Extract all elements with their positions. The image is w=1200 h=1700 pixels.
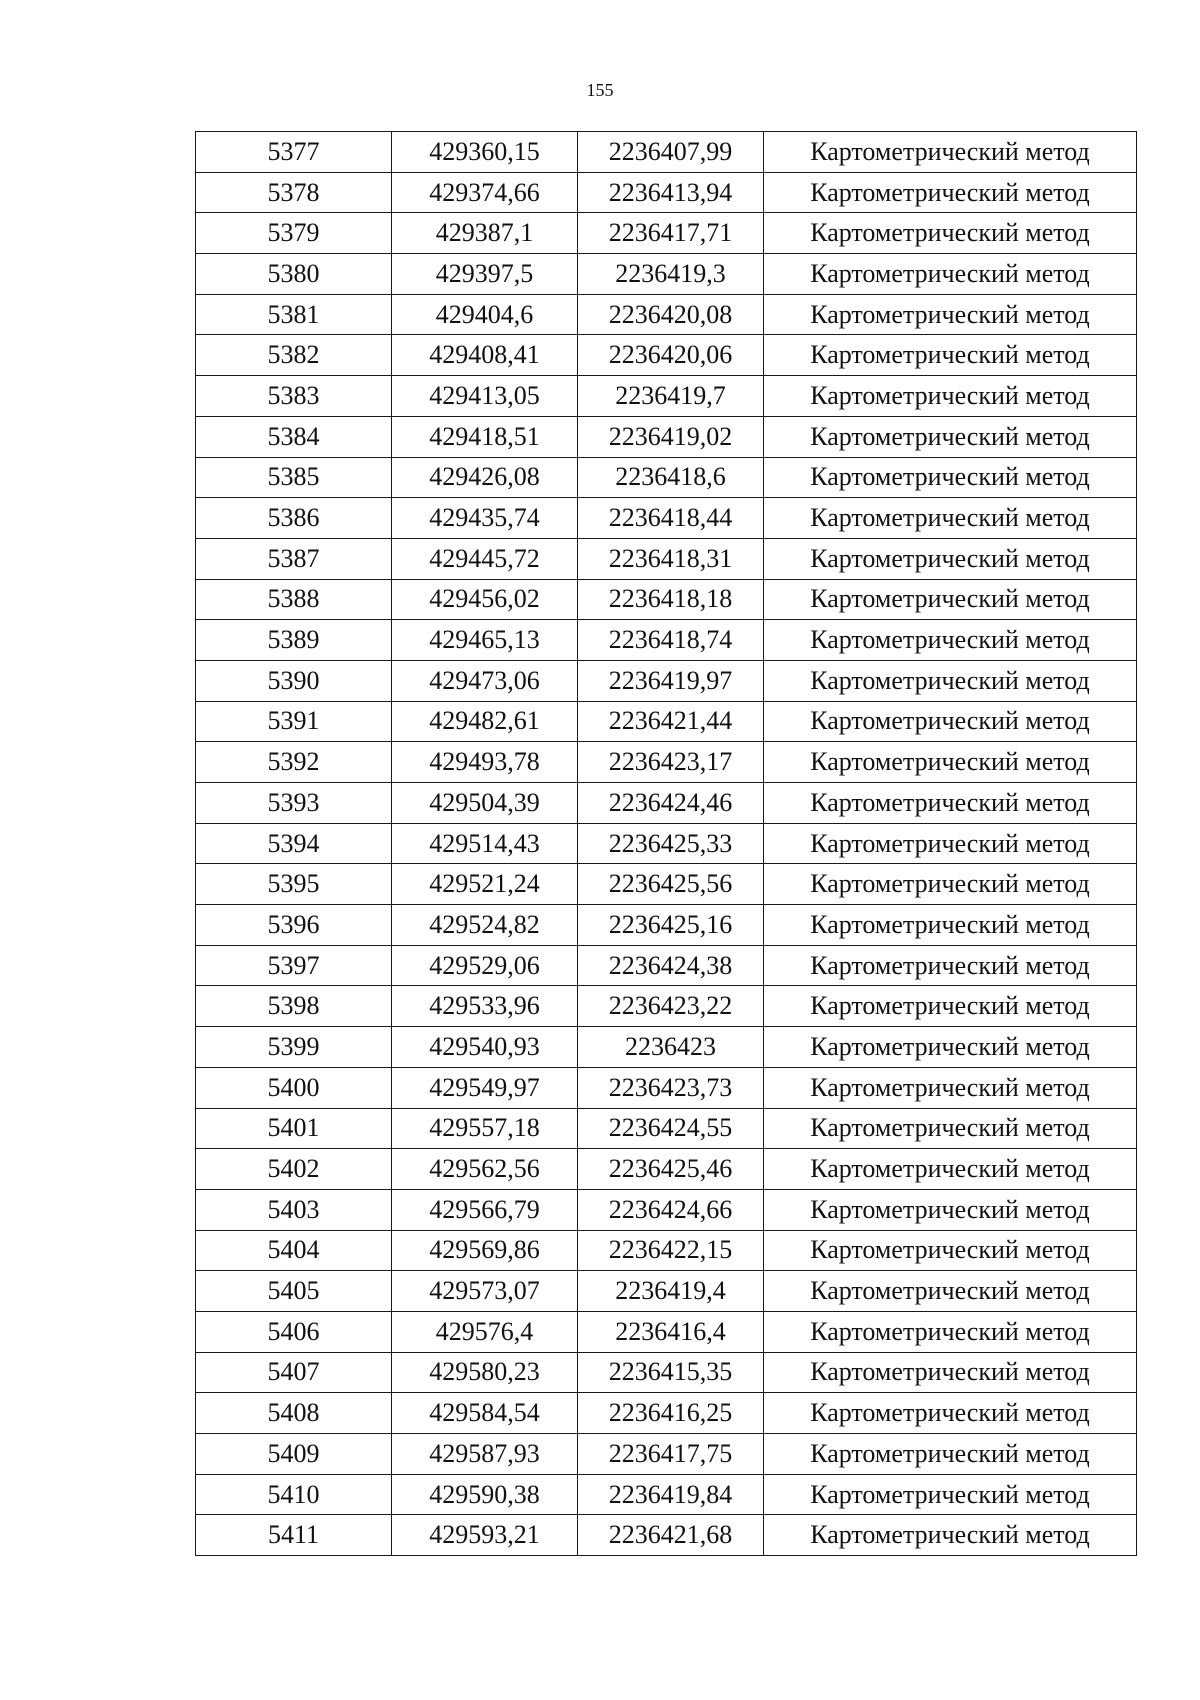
- point-number-cell: 5396: [196, 905, 392, 946]
- table-row: [196, 1067, 1137, 1108]
- method-cell: Картометрический метод: [764, 945, 1137, 986]
- table-row: [196, 498, 1137, 539]
- y-coordinate-cell: 2236419,7: [578, 376, 764, 417]
- table-row: [196, 1108, 1137, 1149]
- y-coordinate-cell: 2236417,75: [578, 1434, 764, 1475]
- x-coordinate-cell: 429445,72: [392, 538, 578, 579]
- x-coordinate-cell: 429584,54: [392, 1393, 578, 1434]
- x-coordinate-cell: 429465,13: [392, 620, 578, 661]
- method-cell: Картометрический метод: [764, 905, 1137, 946]
- coordinates-table-body: [196, 132, 1137, 1556]
- point-number-cell: 5387: [196, 538, 392, 579]
- method-cell: Картометрический метод: [764, 864, 1137, 905]
- point-number-cell: 5408: [196, 1393, 392, 1434]
- y-coordinate-cell: 2236418,6: [578, 457, 764, 498]
- method-cell: Картометрический метод: [764, 1149, 1137, 1190]
- y-coordinate-cell: 2236420,08: [578, 294, 764, 335]
- y-coordinate-cell: 2236417,71: [578, 213, 764, 254]
- table-row: [196, 905, 1137, 946]
- x-coordinate-cell: 429524,82: [392, 905, 578, 946]
- point-number-cell: 5393: [196, 783, 392, 824]
- method-cell: Картометрический метод: [764, 416, 1137, 457]
- table-row: [196, 132, 1137, 173]
- x-coordinate-cell: 429540,93: [392, 1027, 578, 1068]
- point-number-cell: 5389: [196, 620, 392, 661]
- point-number-cell: 5391: [196, 701, 392, 742]
- x-coordinate-cell: 429549,97: [392, 1067, 578, 1108]
- point-number-cell: 5411: [196, 1515, 392, 1556]
- method-cell: Картометрический метод: [764, 783, 1137, 824]
- y-coordinate-cell: 2236418,44: [578, 498, 764, 539]
- point-number-cell: 5397: [196, 945, 392, 986]
- table-row: [196, 579, 1137, 620]
- point-number-cell: 5384: [196, 416, 392, 457]
- table-row: [196, 213, 1137, 254]
- x-coordinate-cell: 429482,61: [392, 701, 578, 742]
- y-coordinate-cell: 2236419,97: [578, 660, 764, 701]
- point-number-cell: 5382: [196, 335, 392, 376]
- x-coordinate-cell: 429590,38: [392, 1474, 578, 1515]
- x-coordinate-cell: 429593,21: [392, 1515, 578, 1556]
- x-coordinate-cell: 429569,86: [392, 1230, 578, 1271]
- table-row: [196, 1149, 1137, 1190]
- point-number-cell: 5379: [196, 213, 392, 254]
- table-row: [196, 376, 1137, 417]
- page-number: 155: [586, 80, 614, 100]
- y-coordinate-cell: 2236421,44: [578, 701, 764, 742]
- x-coordinate-cell: 429529,06: [392, 945, 578, 986]
- y-coordinate-cell: 2236418,18: [578, 579, 764, 620]
- method-cell: Картометрический метод: [764, 132, 1137, 173]
- point-number-cell: 5403: [196, 1189, 392, 1230]
- y-coordinate-cell: 2236413,94: [578, 172, 764, 213]
- x-coordinate-cell: 429387,1: [392, 213, 578, 254]
- point-number-cell: 5395: [196, 864, 392, 905]
- point-number-cell: 5392: [196, 742, 392, 783]
- y-coordinate-cell: 2236423: [578, 1027, 764, 1068]
- point-number-cell: 5398: [196, 986, 392, 1027]
- method-cell: Картометрический метод: [764, 1271, 1137, 1312]
- point-number-cell: 5404: [196, 1230, 392, 1271]
- table-row: [196, 660, 1137, 701]
- y-coordinate-cell: 2236423,17: [578, 742, 764, 783]
- table-row: [196, 335, 1137, 376]
- y-coordinate-cell: 2236419,3: [578, 254, 764, 295]
- y-coordinate-cell: 2236418,74: [578, 620, 764, 661]
- y-coordinate-cell: 2236423,22: [578, 986, 764, 1027]
- table-row: [196, 823, 1137, 864]
- y-coordinate-cell: 2236425,33: [578, 823, 764, 864]
- table-row: [196, 254, 1137, 295]
- x-coordinate-cell: 429473,06: [392, 660, 578, 701]
- y-coordinate-cell: 2236425,16: [578, 905, 764, 946]
- x-coordinate-cell: 429533,96: [392, 986, 578, 1027]
- x-coordinate-cell: 429493,78: [392, 742, 578, 783]
- y-coordinate-cell: 2236419,02: [578, 416, 764, 457]
- method-cell: Картометрический метод: [764, 1515, 1137, 1556]
- x-coordinate-cell: 429360,15: [392, 132, 578, 173]
- y-coordinate-cell: 2236416,25: [578, 1393, 764, 1434]
- table-row: [196, 620, 1137, 661]
- point-number-cell: 5401: [196, 1108, 392, 1149]
- point-number-cell: 5380: [196, 254, 392, 295]
- x-coordinate-cell: 429426,08: [392, 457, 578, 498]
- x-coordinate-cell: 429413,05: [392, 376, 578, 417]
- table-row: [196, 783, 1137, 824]
- x-coordinate-cell: 429573,07: [392, 1271, 578, 1312]
- table-row: [196, 1271, 1137, 1312]
- method-cell: Картометрический метод: [764, 701, 1137, 742]
- x-coordinate-cell: 429580,23: [392, 1352, 578, 1393]
- method-cell: Картометрический метод: [764, 213, 1137, 254]
- table-row: [196, 1027, 1137, 1068]
- method-cell: Картометрический метод: [764, 294, 1137, 335]
- point-number-cell: 5400: [196, 1067, 392, 1108]
- table-row: [196, 457, 1137, 498]
- y-coordinate-cell: 2236407,99: [578, 132, 764, 173]
- point-number-cell: 5377: [196, 132, 392, 173]
- x-coordinate-cell: 429576,4: [392, 1311, 578, 1352]
- x-coordinate-cell: 429557,18: [392, 1108, 578, 1149]
- point-number-cell: 5399: [196, 1027, 392, 1068]
- point-number-cell: 5409: [196, 1434, 392, 1475]
- method-cell: Картометрический метод: [764, 457, 1137, 498]
- method-cell: Картометрический метод: [764, 1474, 1137, 1515]
- method-cell: Картометрический метод: [764, 620, 1137, 661]
- x-coordinate-cell: 429397,5: [392, 254, 578, 295]
- x-coordinate-cell: 429404,6: [392, 294, 578, 335]
- x-coordinate-cell: 429521,24: [392, 864, 578, 905]
- point-number-cell: 5394: [196, 823, 392, 864]
- y-coordinate-cell: 2236419,4: [578, 1271, 764, 1312]
- y-coordinate-cell: 2236420,06: [578, 335, 764, 376]
- method-cell: Картометрический метод: [764, 1108, 1137, 1149]
- table-row: [196, 701, 1137, 742]
- coordinates-table: [195, 131, 1137, 1556]
- y-coordinate-cell: 2236419,84: [578, 1474, 764, 1515]
- table-row: [196, 416, 1137, 457]
- table-row: [196, 294, 1137, 335]
- x-coordinate-cell: 429374,66: [392, 172, 578, 213]
- y-coordinate-cell: 2236424,46: [578, 783, 764, 824]
- point-number-cell: 5406: [196, 1311, 392, 1352]
- method-cell: Картометрический метод: [764, 1352, 1137, 1393]
- method-cell: Картометрический метод: [764, 335, 1137, 376]
- method-cell: Картометрический метод: [764, 1311, 1137, 1352]
- point-number-cell: 5410: [196, 1474, 392, 1515]
- method-cell: Картометрический метод: [764, 172, 1137, 213]
- point-number-cell: 5378: [196, 172, 392, 213]
- method-cell: Картометрический метод: [764, 254, 1137, 295]
- table-row: [196, 1434, 1137, 1475]
- method-cell: Картометрический метод: [764, 1434, 1137, 1475]
- table-row: [196, 986, 1137, 1027]
- y-coordinate-cell: 2236425,56: [578, 864, 764, 905]
- point-number-cell: 5405: [196, 1271, 392, 1312]
- point-number-cell: 5402: [196, 1149, 392, 1190]
- point-number-cell: 5383: [196, 376, 392, 417]
- point-number-cell: 5390: [196, 660, 392, 701]
- method-cell: Картометрический метод: [764, 1067, 1137, 1108]
- y-coordinate-cell: 2236423,73: [578, 1067, 764, 1108]
- y-coordinate-cell: 2236424,38: [578, 945, 764, 986]
- y-coordinate-cell: 2236425,46: [578, 1149, 764, 1190]
- x-coordinate-cell: 429408,41: [392, 335, 578, 376]
- y-coordinate-cell: 2236415,35: [578, 1352, 764, 1393]
- table-row: [196, 538, 1137, 579]
- x-coordinate-cell: 429504,39: [392, 783, 578, 824]
- y-coordinate-cell: 2236421,68: [578, 1515, 764, 1556]
- method-cell: Картометрический метод: [764, 1230, 1137, 1271]
- table-row: [196, 1352, 1137, 1393]
- method-cell: Картометрический метод: [764, 579, 1137, 620]
- point-number-cell: 5388: [196, 579, 392, 620]
- y-coordinate-cell: 2236416,4: [578, 1311, 764, 1352]
- table-row: [196, 1311, 1137, 1352]
- point-number-cell: 5385: [196, 457, 392, 498]
- table-row: [196, 1474, 1137, 1515]
- point-number-cell: 5407: [196, 1352, 392, 1393]
- method-cell: Картометрический метод: [764, 1027, 1137, 1068]
- table-row: [196, 742, 1137, 783]
- y-coordinate-cell: 2236418,31: [578, 538, 764, 579]
- y-coordinate-cell: 2236424,66: [578, 1189, 764, 1230]
- method-cell: Картометрический метод: [764, 1393, 1137, 1434]
- method-cell: Картометрический метод: [764, 986, 1137, 1027]
- point-number-cell: 5381: [196, 294, 392, 335]
- y-coordinate-cell: 2236422,15: [578, 1230, 764, 1271]
- x-coordinate-cell: 429566,79: [392, 1189, 578, 1230]
- method-cell: Картометрический метод: [764, 660, 1137, 701]
- method-cell: Картометрический метод: [764, 376, 1137, 417]
- table-row: [196, 1189, 1137, 1230]
- table-row: [196, 1515, 1137, 1556]
- method-cell: Картометрический метод: [764, 498, 1137, 539]
- x-coordinate-cell: 429514,43: [392, 823, 578, 864]
- x-coordinate-cell: 429562,56: [392, 1149, 578, 1190]
- y-coordinate-cell: 2236424,55: [578, 1108, 764, 1149]
- x-coordinate-cell: 429587,93: [392, 1434, 578, 1475]
- method-cell: Картометрический метод: [764, 538, 1137, 579]
- table-row: [196, 945, 1137, 986]
- x-coordinate-cell: 429418,51: [392, 416, 578, 457]
- table-row: [196, 172, 1137, 213]
- table-row: [196, 864, 1137, 905]
- method-cell: Картометрический метод: [764, 1189, 1137, 1230]
- x-coordinate-cell: 429435,74: [392, 498, 578, 539]
- table-row: [196, 1230, 1137, 1271]
- table-row: [196, 1393, 1137, 1434]
- method-cell: Картометрический метод: [764, 823, 1137, 864]
- x-coordinate-cell: 429456,02: [392, 579, 578, 620]
- point-number-cell: 5386: [196, 498, 392, 539]
- method-cell: Картометрический метод: [764, 742, 1137, 783]
